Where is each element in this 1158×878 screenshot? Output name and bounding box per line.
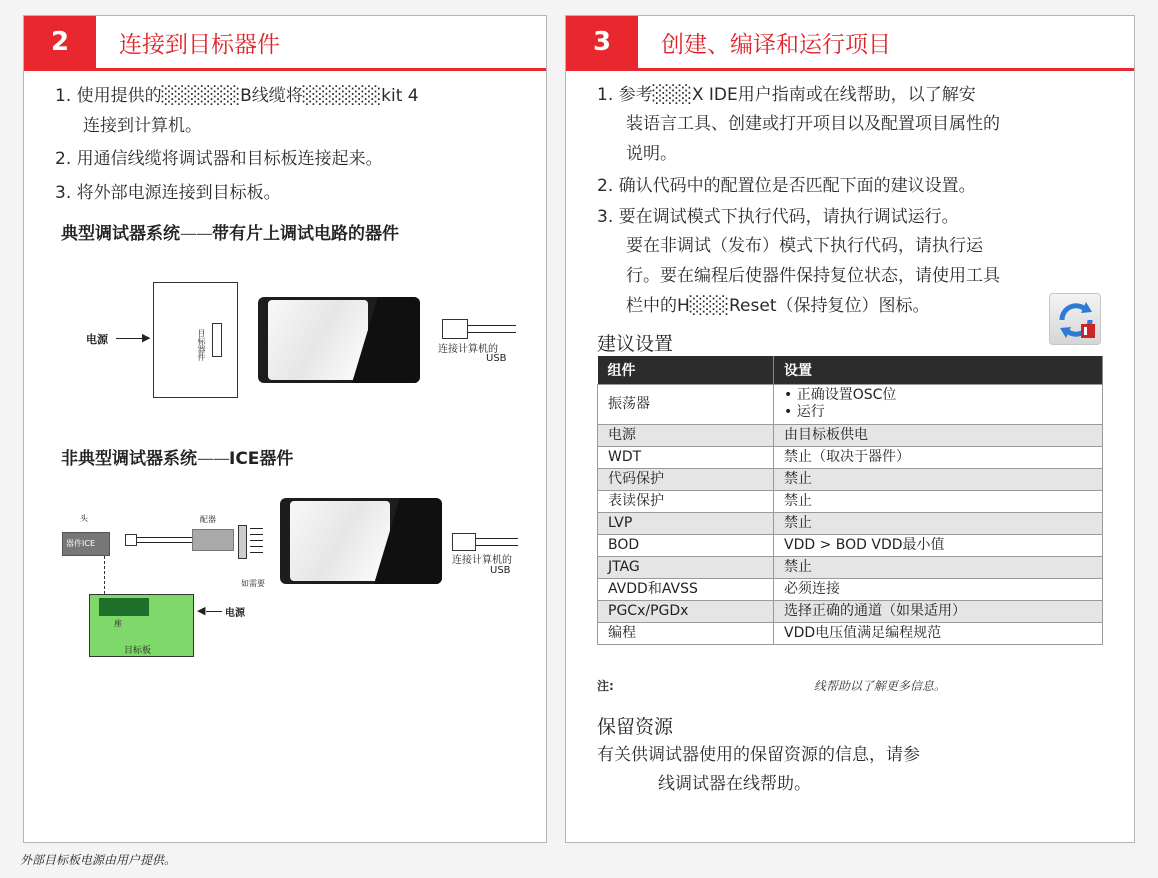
pc-label-1: 连接计算机的 <box>438 344 498 355</box>
component-cell: AVDD和AVSS <box>598 578 774 600</box>
diagram2-heading: 非典型调试器系统——ICE器件 <box>61 449 294 469</box>
setting-cell: 禁止 <box>774 556 1103 578</box>
step-1-cont: 说明。 <box>626 144 677 164</box>
setting-cell: 选择正确的通道（如果适用） <box>774 600 1103 622</box>
component-cell: 编程 <box>598 622 774 644</box>
dashed-connector <box>104 556 105 594</box>
table-row <box>598 556 1103 578</box>
ice-label: 器件ICE <box>66 539 95 548</box>
table-row <box>598 578 1103 600</box>
section-title: 创建、编译和运行项目 <box>661 32 891 58</box>
pin <box>250 528 263 529</box>
step-3-cont: 栏中的H░░░Reset（保持复位）图标。 <box>626 296 930 316</box>
step-2: 2. 确认代码中的配置位是否匹配下面的建议设置。 <box>597 176 976 196</box>
step-1: 1. 参考░░░X IDE用户指南或在线帮助，以了解安 <box>597 85 976 105</box>
pc-label-2: USB <box>486 353 507 364</box>
adapter-label: 配器 <box>200 515 216 524</box>
step-3: 3. 将外部电源连接到目标板。 <box>55 183 281 203</box>
setting-cell: 禁止（取决于器件） <box>774 446 1103 468</box>
table-note: 注: 线帮助以了解更多信息。 <box>597 679 946 693</box>
header-pins <box>238 525 247 559</box>
usb-cable <box>468 332 516 333</box>
setting-cell: VDD电压值满足编程规范 <box>774 622 1103 644</box>
target-device-chip <box>212 323 222 357</box>
setting-cell: • 正确设置OSC位 • 运行 <box>774 384 1103 424</box>
setting-cell: 禁止 <box>774 512 1103 534</box>
component-cell: 代码保护 <box>598 468 774 490</box>
component-cell: LVP <box>598 512 774 534</box>
setting-cell: 禁止 <box>774 490 1103 512</box>
board-sub-label: 座 <box>114 619 122 628</box>
debugger-device-image <box>280 498 442 584</box>
footnote: 外部目标板电源由用户提供。 <box>20 853 177 867</box>
component-cell: 表读保护 <box>598 490 774 512</box>
section-title: 连接到目标器件 <box>119 32 280 58</box>
pin <box>250 546 263 547</box>
column-header-setting: 设置 <box>774 356 1103 384</box>
usb-cable <box>476 538 518 539</box>
cable <box>137 542 192 543</box>
pc-label-2: USB <box>490 565 511 576</box>
column-header-component: 组件 <box>598 356 774 384</box>
component-cell: BOD <box>598 534 774 556</box>
setting-cell: 禁止 <box>774 468 1103 490</box>
diagram1-heading: 典型调试器系统——带有片上调试电路的器件 <box>61 224 399 244</box>
usb-cable <box>476 545 518 546</box>
step-2: 2. 用通信线缆将调试器和目标板连接起来。 <box>55 149 383 169</box>
table-row <box>598 384 1103 424</box>
table-row <box>598 600 1103 622</box>
usb-plug-icon <box>442 319 468 339</box>
step-1: 1. 使用提供的░░░░░░B线缆将░░░░░░kit 4 <box>55 86 419 106</box>
pc-label-1: 连接计算机的 <box>452 555 512 566</box>
power-label: 电源 <box>225 608 245 619</box>
header-label: 头 <box>80 514 88 523</box>
component-cell: 电源 <box>598 424 774 446</box>
section-header <box>566 16 1134 71</box>
table-row <box>598 424 1103 446</box>
pin <box>250 540 263 541</box>
step-3: 3. 要在调试模式下执行代码，请执行调试运行。 <box>597 207 959 227</box>
usb-cable <box>468 325 516 326</box>
target-board-label: 目标板 <box>124 646 152 656</box>
power-arrow <box>206 611 222 612</box>
table-row <box>598 490 1103 512</box>
pin <box>250 534 263 535</box>
step-1-cont: 装语言工具、创建或打开项目以及配置项目属性的 <box>626 114 1000 134</box>
settings-heading: 建议设置 <box>597 333 674 355</box>
adapter-board <box>192 529 234 551</box>
pin <box>250 552 263 553</box>
step-3-cont: 行。要在编程后使器件保持复位状态，请使用工具 <box>626 266 1000 286</box>
target-device-label: 目标器件 <box>197 329 206 361</box>
component-cell: WDT <box>598 446 774 468</box>
reserved-heading: 保留资源 <box>597 716 674 738</box>
table-row <box>598 512 1103 534</box>
power-label: 电源 <box>86 333 108 346</box>
table-row <box>598 446 1103 468</box>
setting-cell: 由目标板供电 <box>774 424 1103 446</box>
debugger-device-image <box>258 297 420 383</box>
cable <box>137 537 192 538</box>
table-header-row <box>598 356 1103 384</box>
arrow-head-icon: ▶ <box>142 331 151 344</box>
connector-icon <box>125 534 137 546</box>
reserved-text-2: 线调试器在线帮助。 <box>658 774 811 794</box>
arrow-head-icon: ◀ <box>197 604 206 617</box>
settings-table <box>597 356 1103 645</box>
socket-icon <box>99 598 149 616</box>
step-number: 3 <box>566 16 638 68</box>
usb-plug-icon <box>452 533 476 551</box>
component-cell: JTAG <box>598 556 774 578</box>
setting-cell: VDD > BOD VDD最小值 <box>774 534 1103 556</box>
table-row <box>598 622 1103 644</box>
section-header <box>24 16 546 71</box>
section-build-run <box>565 15 1135 843</box>
table-row <box>598 468 1103 490</box>
optional-label: 如需要 <box>241 579 265 588</box>
step-1-cont: 连接到计算机。 <box>83 116 202 136</box>
table-row <box>598 534 1103 556</box>
reserved-text-1: 有关供调试器使用的保留资源的信息，请参 <box>597 745 920 765</box>
step-number: 2 <box>24 16 96 68</box>
setting-cell: 必须连接 <box>774 578 1103 600</box>
component-cell: 振荡器 <box>598 384 774 424</box>
step-3-cont: 要在非调试（发布）模式下执行代码，请执行运 <box>626 236 983 256</box>
hold-in-reset-icon[interactable] <box>1049 293 1101 345</box>
section-connect <box>23 15 547 843</box>
component-cell: PGCx/PGDx <box>598 600 774 622</box>
